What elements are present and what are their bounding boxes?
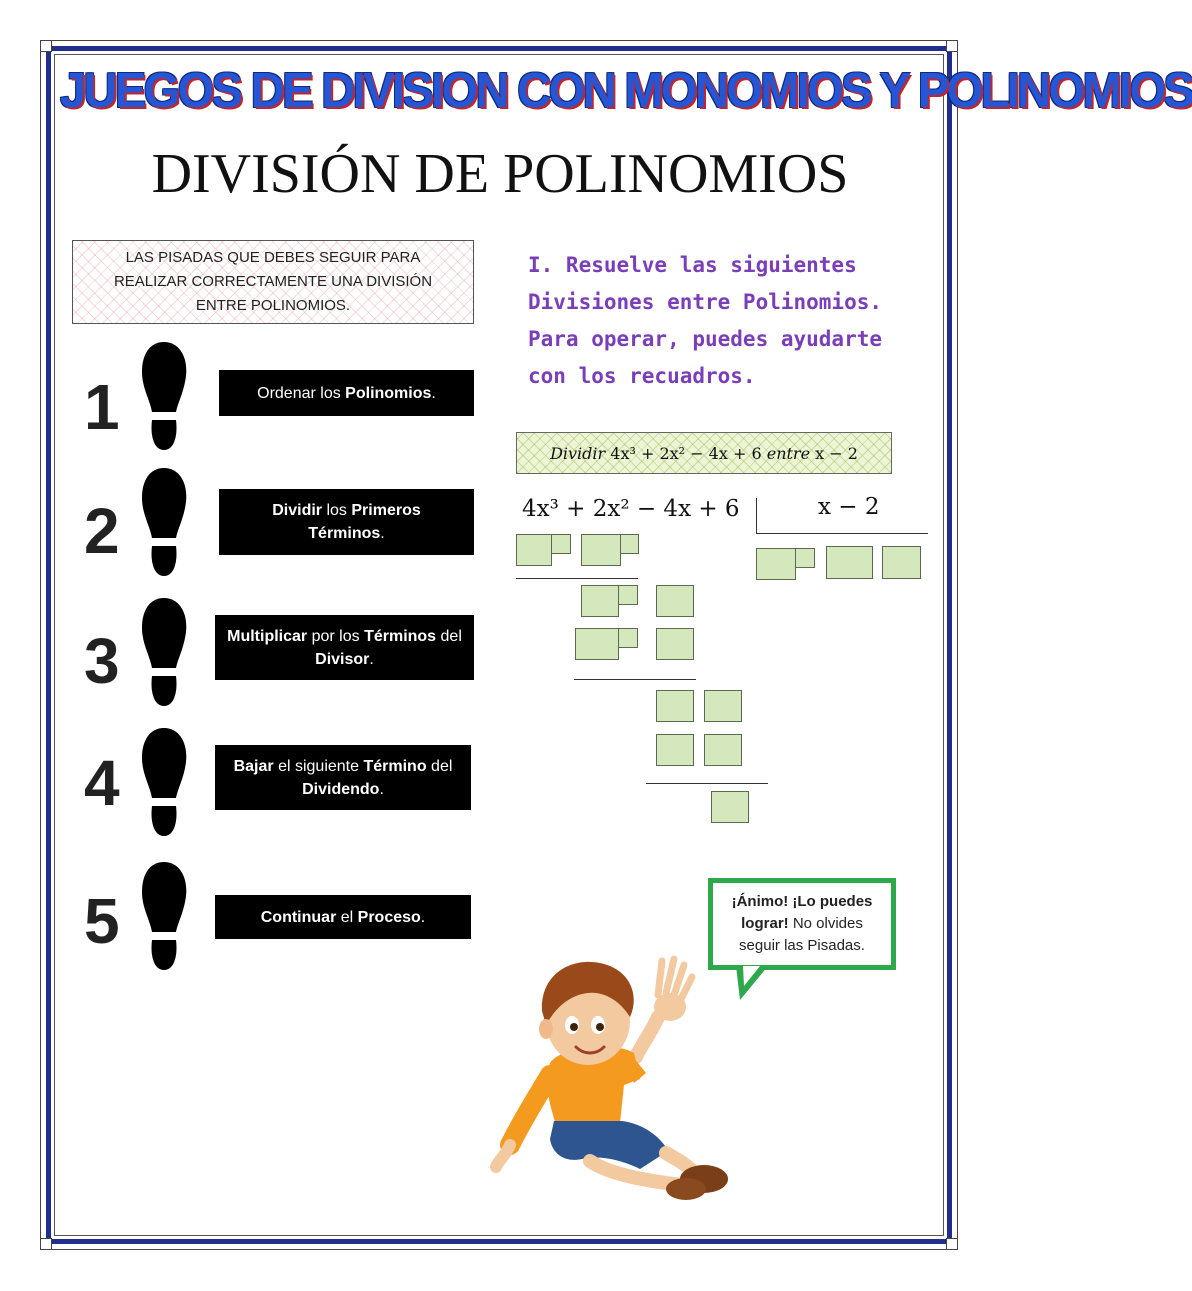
step-text	[227, 755, 459, 801]
problem-word-entre: entre	[766, 443, 811, 463]
step-text-part: Proceso	[357, 908, 421, 926]
footprint-icon	[138, 340, 190, 452]
intro-text: LAS PISADAS QUE DEBES SEGUIR PARA REALIZAR CORRECTAMENTE UNA DIVISIÓN ENTRE POLINOMIOS.	[113, 249, 433, 314]
problem-dividend: 4x³ + 2x² − 4x + 6	[610, 443, 762, 463]
bubble-text-rest: No olvides seguir las Pisadas.	[739, 915, 865, 954]
problem-statement	[516, 432, 892, 474]
step-box	[215, 745, 471, 810]
answer-exponent-input[interactable]	[551, 534, 571, 554]
frame-corner	[40, 1238, 52, 1250]
frame-corner	[946, 40, 958, 52]
step-text	[227, 625, 462, 671]
step-box	[219, 489, 474, 555]
quotient-exponent-input[interactable]	[795, 548, 815, 568]
answer-term-input[interactable]	[656, 734, 694, 766]
step-number: 1	[84, 371, 120, 443]
step-text-part: .	[380, 525, 385, 542]
answer-exponent-input[interactable]	[618, 628, 638, 648]
answer-coef-input[interactable]	[516, 534, 552, 566]
step-text-part: los	[322, 502, 352, 519]
answer-coef-input[interactable]	[581, 534, 621, 566]
footprint-icon	[138, 466, 190, 578]
intro-box	[72, 240, 474, 324]
step-number: 3	[84, 625, 120, 697]
remainder-input[interactable]	[711, 791, 749, 823]
step-number: 4	[84, 747, 120, 819]
step-text-part: del	[426, 757, 453, 775]
step-text-part: Término	[363, 757, 427, 775]
answer-term-input[interactable]	[656, 628, 694, 660]
step-text-part: .	[420, 908, 426, 926]
answer-term-input[interactable]	[704, 734, 742, 766]
problem-word-divide: Dividir	[550, 443, 606, 463]
step-text	[261, 906, 425, 929]
bubble-text-bold: ¡Ánimo! ¡Lo puedes lograr!	[731, 893, 873, 932]
subtraction-line	[516, 578, 638, 579]
step-text	[259, 499, 434, 545]
divisor: x − 2	[818, 494, 880, 520]
division-bracket-vertical	[756, 498, 757, 534]
step-text-part: Divisor	[315, 650, 370, 668]
bubble-text	[721, 891, 883, 957]
quotient-coef-input[interactable]	[756, 548, 796, 580]
step-text	[257, 382, 436, 405]
frame-corner	[40, 40, 52, 52]
step-text-part: Polinomios	[345, 384, 432, 402]
division-bracket-horizontal	[756, 533, 928, 534]
answer-term-input[interactable]	[656, 585, 694, 617]
step-box	[215, 615, 474, 680]
step-box	[219, 370, 474, 416]
dividend: 4x³ + 2x² − 4x + 6	[522, 496, 740, 522]
answer-term-input[interactable]	[704, 690, 742, 722]
step-box	[215, 895, 471, 939]
step-text-part: Ordenar los	[257, 384, 346, 402]
step-text-part: .	[379, 780, 384, 798]
problem-divisor: x − 2	[815, 443, 858, 463]
answer-term-input[interactable]	[656, 690, 694, 722]
step-text-part: Continuar	[260, 908, 337, 926]
step-text-part: Multiplicar	[227, 627, 308, 645]
banner-title: JUEGOS DE DIVISION CON MONOMIOS Y POLINOMIOS	[60, 61, 1192, 118]
exercise-instruction: I. Resuelve las siguientes Divisiones entre Polinomios. Para operar, puedes ayudarte con los recuadros.	[528, 253, 883, 388]
step-text-part: el	[336, 908, 358, 926]
answer-coef-input[interactable]	[581, 585, 619, 617]
step-text-part: Bajar	[233, 757, 274, 775]
answer-exponent-input[interactable]	[620, 534, 639, 554]
step-text-part: el siguiente	[273, 757, 364, 775]
answer-exponent-input[interactable]	[618, 585, 638, 605]
quotient-term-input[interactable]	[826, 546, 873, 579]
footprint-icon	[138, 860, 190, 972]
step-text-part: Dividir	[272, 502, 323, 519]
step-text-part: .	[369, 650, 374, 668]
step-text-part: del	[436, 627, 462, 645]
subtraction-line	[646, 783, 768, 784]
footprint-icon	[138, 726, 190, 838]
step-text-part: Dividendo	[302, 780, 380, 798]
step-text-part: Primeros Términos	[308, 502, 421, 542]
step-number: 5	[84, 885, 120, 957]
step-text-part: por los	[307, 627, 365, 645]
step-text-part: .	[431, 384, 436, 402]
quotient-term-input[interactable]	[882, 546, 921, 579]
step-number: 2	[84, 495, 120, 567]
answer-coef-input[interactable]	[575, 628, 619, 660]
page-title: DIVISIÓN DE POLINOMIOS	[151, 143, 849, 205]
frame-corner	[946, 1238, 958, 1250]
step-text-part: Términos	[364, 627, 437, 645]
footprint-icon	[138, 596, 190, 708]
subtraction-line	[574, 679, 696, 680]
cartoon-boy-illustration	[490, 955, 750, 1205]
